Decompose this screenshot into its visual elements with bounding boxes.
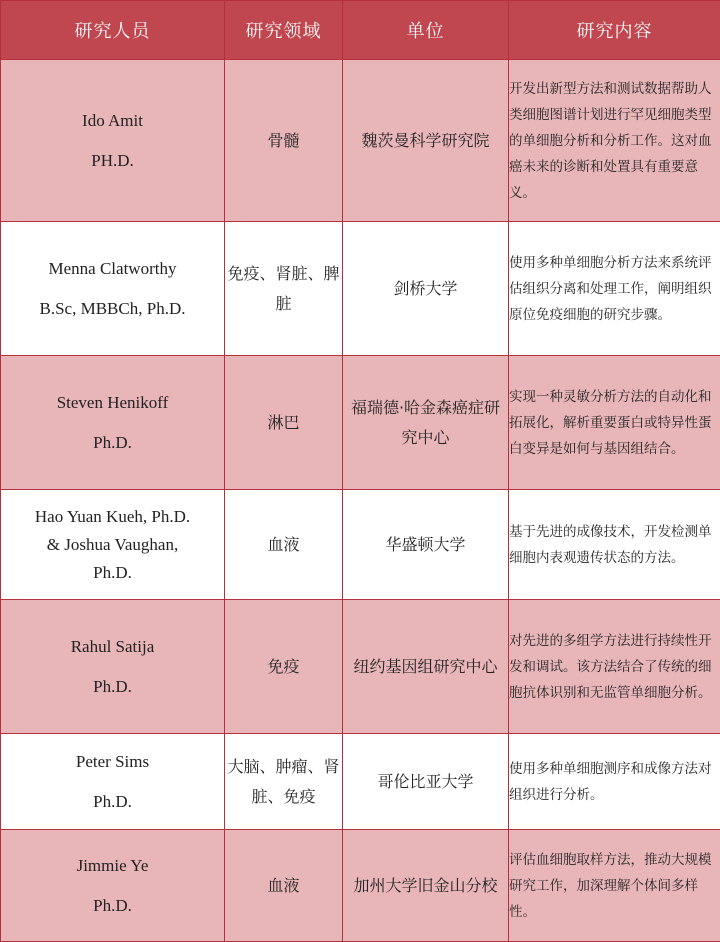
researcher-cell xyxy=(1,734,225,830)
researcher-cell xyxy=(1,60,225,222)
researcher-name: Menna Clatworthy xyxy=(1,249,224,289)
researcher-degree: Ph.D. xyxy=(1,782,224,822)
researcher-name: & Joshua Vaughan, xyxy=(1,531,224,559)
researcher-name: Ido Amit xyxy=(1,101,224,141)
researcher-degree: Ph.D. xyxy=(1,886,224,926)
header-field: 研究领域 xyxy=(225,1,343,60)
researcher-degree: PH.D. xyxy=(1,141,224,181)
researcher-cell xyxy=(1,490,225,600)
table-row xyxy=(1,734,720,830)
researcher-name: Jimmie Ye xyxy=(1,846,224,886)
table-row xyxy=(1,830,720,942)
content-cell: 实现一种灵敏分析方法的自动化和拓展化，解析重要蛋白或特异性蛋白变异是如何与基因组结合。 xyxy=(509,356,720,490)
researcher-cell xyxy=(1,600,225,734)
unit-cell: 华盛顿大学 xyxy=(343,490,509,600)
researcher-cell xyxy=(1,222,225,356)
table-row xyxy=(1,60,720,222)
content-cell: 使用多种单细胞测序和成像方法对组织进行分析。 xyxy=(509,734,720,830)
researcher-degree: Ph.D. xyxy=(1,423,224,463)
content-cell: 使用多种单细胞分析方法来系统评估组织分离和处理工作，阐明组织原位免疫细胞的研究步骤。 xyxy=(509,222,720,356)
table-row xyxy=(1,490,720,600)
researcher-name: Hao Yuan Kueh, Ph.D. xyxy=(1,503,224,531)
researcher-name: Steven Henikoff xyxy=(1,383,224,423)
content-cell: 对先进的多组学方法进行持续性开发和调试。该方法结合了传统的细胞抗体识别和无监管单细胞分析。 xyxy=(509,600,720,734)
unit-cell: 剑桥大学 xyxy=(343,222,509,356)
field-cell: 大脑、肿瘤、肾脏、免疫 xyxy=(225,734,343,830)
researcher-name: Rahul Satija xyxy=(1,627,224,667)
researcher-cell xyxy=(1,830,225,942)
researcher-degree: B.Sc, MBBCh, Ph.D. xyxy=(1,289,224,329)
header-row xyxy=(1,1,720,60)
unit-cell: 魏茨曼科学研究院 xyxy=(343,60,509,222)
field-cell: 免疫 xyxy=(225,600,343,734)
content-cell: 开发出新型方法和测试数据帮助人类细胞图谱计划进行罕见细胞类型的单细胞分析和分析工作。这对血癌未来的诊断和处置具有重要意义。 xyxy=(509,60,720,222)
content-cell: 评估血细胞取样方法，推动大规模研究工作，加深理解个体间多样性。 xyxy=(509,830,720,942)
field-cell: 骨髓 xyxy=(225,60,343,222)
header-researcher: 研究人员 xyxy=(1,1,225,60)
unit-cell: 福瑞德·哈金森癌症研究中心 xyxy=(343,356,509,490)
table-row xyxy=(1,356,720,490)
unit-cell: 哥伦比亚大学 xyxy=(343,734,509,830)
researcher-name: Peter Sims xyxy=(1,742,224,782)
unit-cell: 加州大学旧金山分校 xyxy=(343,830,509,942)
header-content: 研究内容 xyxy=(509,1,720,60)
researcher-degree: Ph.D. xyxy=(1,667,224,707)
field-cell: 免疫、肾脏、脾脏 xyxy=(225,222,343,356)
researcher-degree: Ph.D. xyxy=(1,559,224,587)
table-row xyxy=(1,600,720,734)
researcher-cell xyxy=(1,356,225,490)
unit-cell: 纽约基因组研究中心 xyxy=(343,600,509,734)
table-row xyxy=(1,222,720,356)
field-cell: 淋巴 xyxy=(225,356,343,490)
header-unit: 单位 xyxy=(343,1,509,60)
field-cell: 血液 xyxy=(225,830,343,942)
content-cell: 基于先进的成像技术，开发检测单细胞内表观遗传状态的方法。 xyxy=(509,490,720,600)
field-cell: 血液 xyxy=(225,490,343,600)
